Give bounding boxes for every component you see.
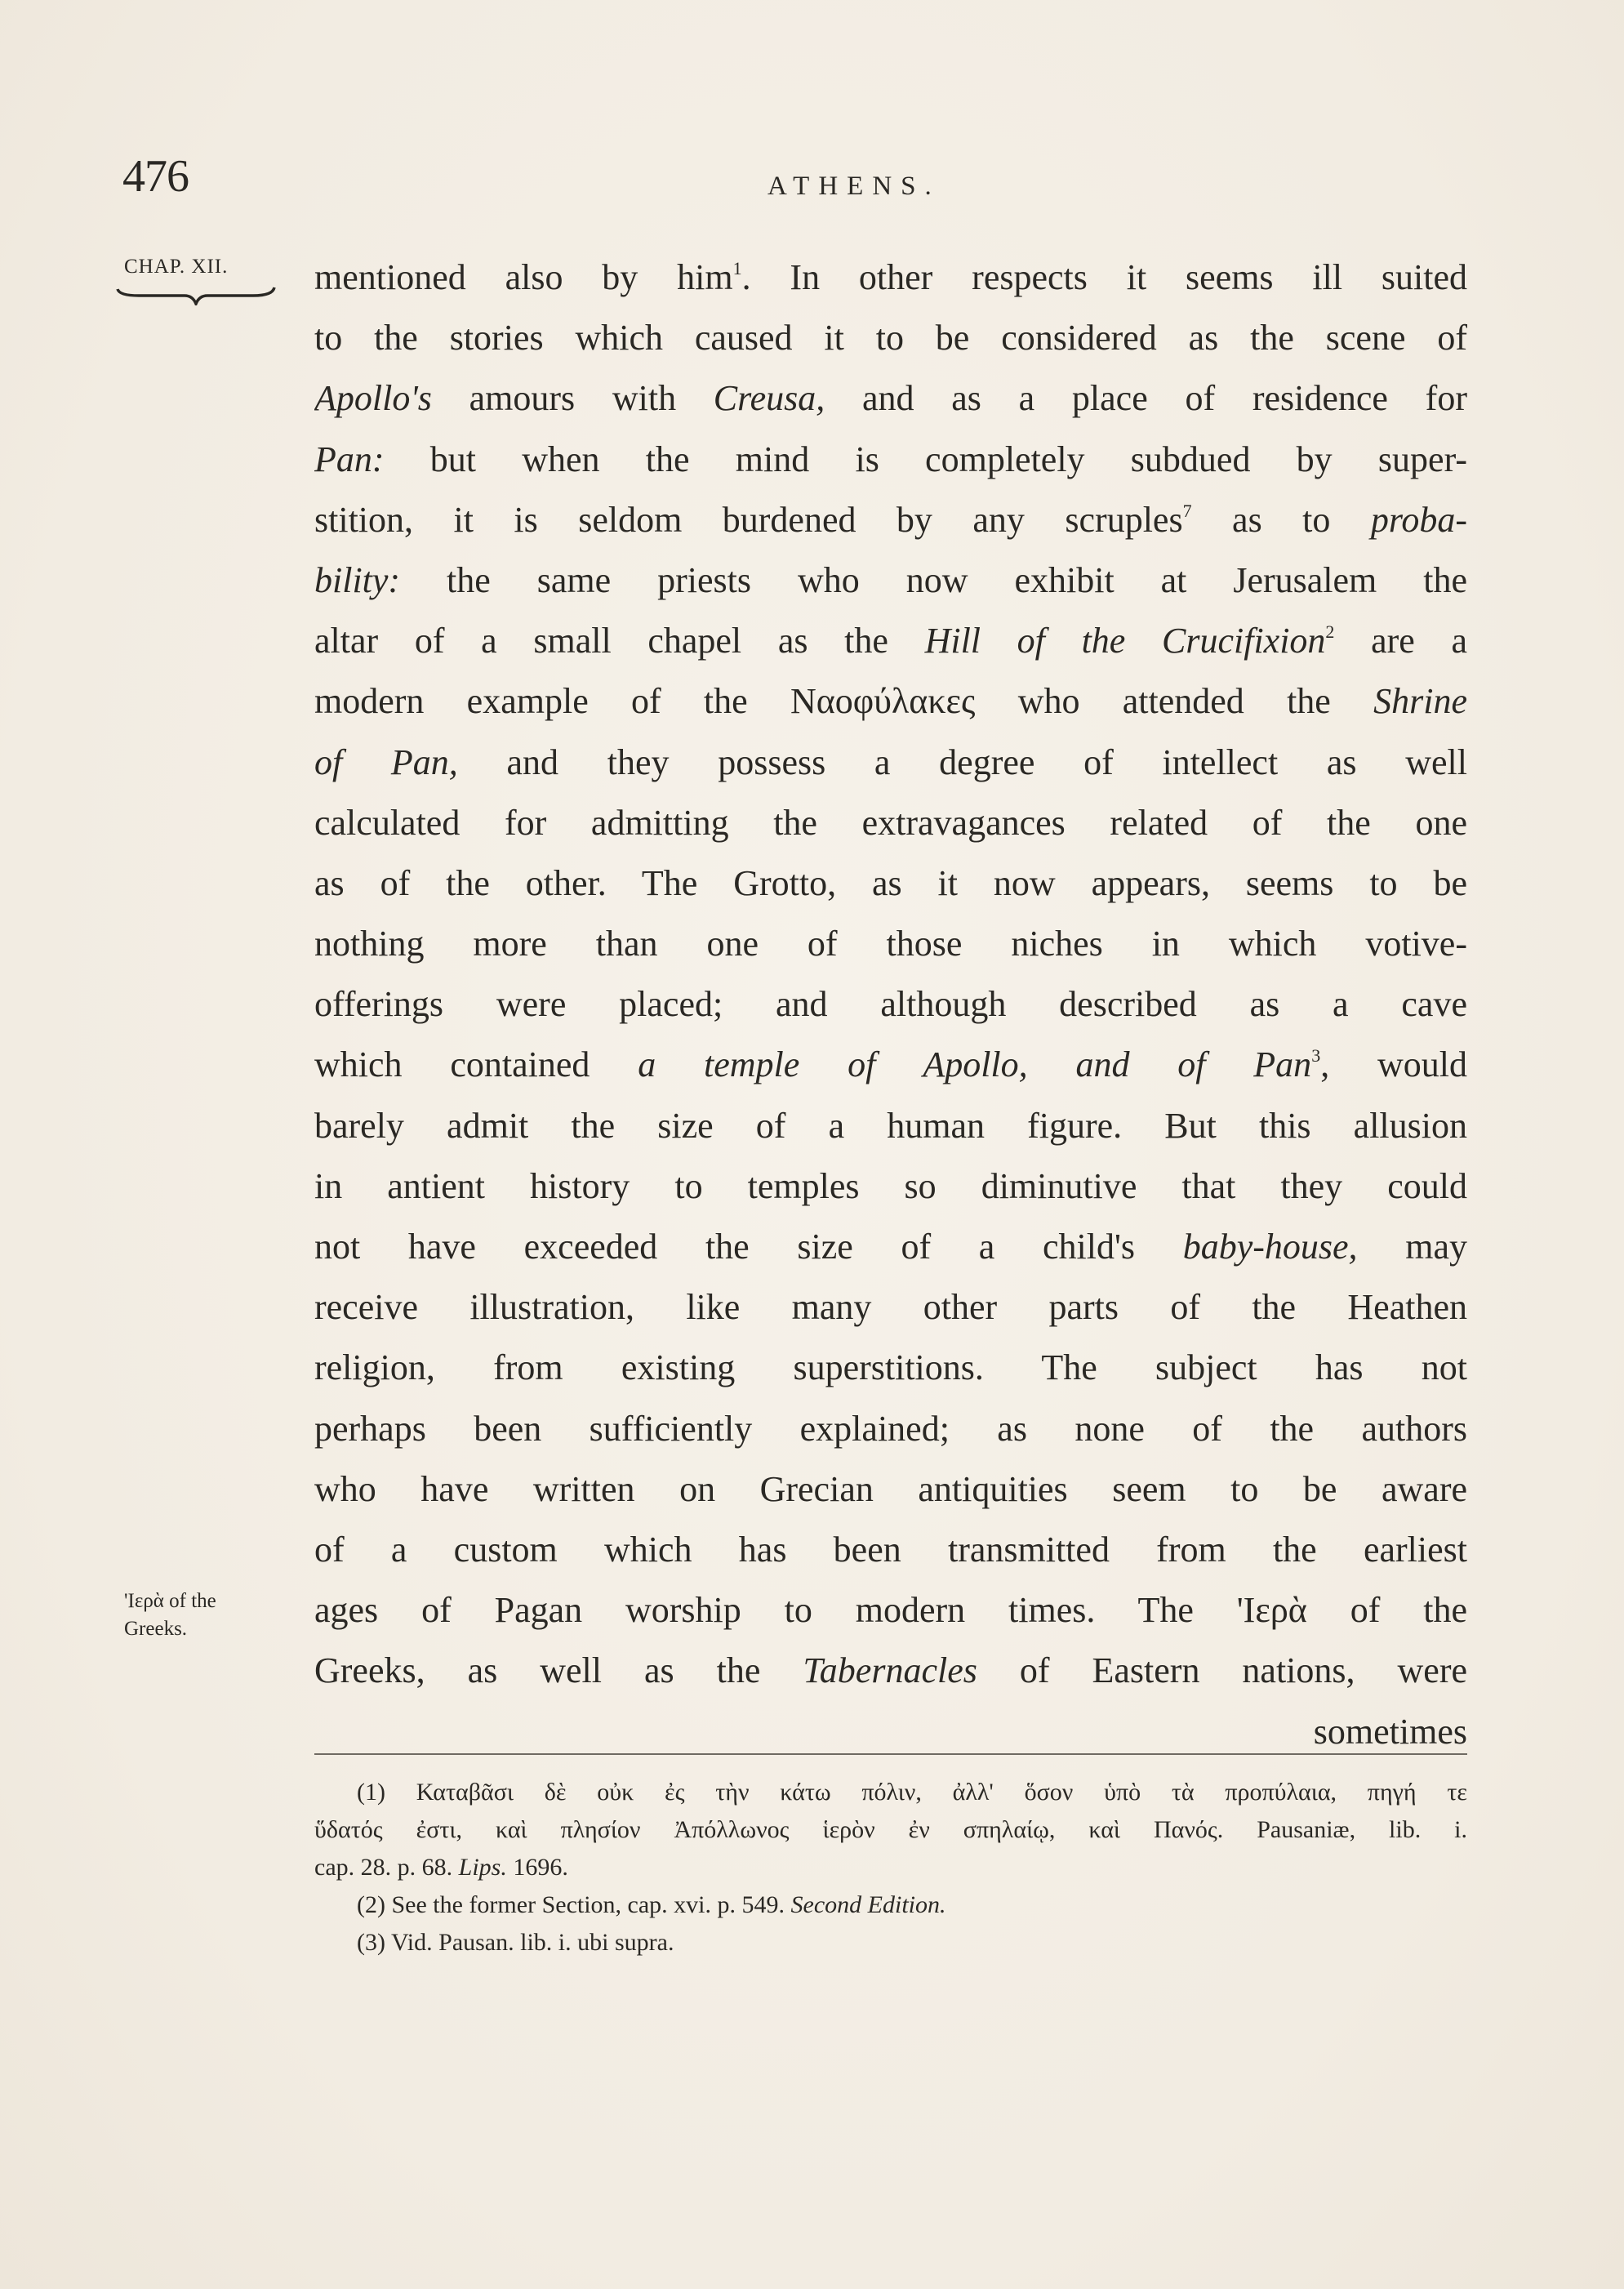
text-line: receive illustration, like many other parts of the Heathen <box>314 1287 1467 1328</box>
text-run: altar of a small chapel as the <box>314 621 925 661</box>
text-line: calculated for admitting the extravagances related of the one <box>314 802 1467 843</box>
text-run: as to <box>1191 499 1371 540</box>
text-run: amours with <box>431 378 714 419</box>
text-run: Greeks, as well as the <box>314 1650 803 1691</box>
italic-run: proba- <box>1370 499 1467 540</box>
text-line: offerings were placed; and although described as a cave <box>314 984 1467 1025</box>
side-note-line: 'Ιερὰ of the <box>124 1590 216 1612</box>
text-run: . In other respects it seems ill suited <box>741 257 1467 297</box>
text-run: 1696. <box>506 1854 568 1881</box>
italic-run: Apollo's <box>314 378 432 419</box>
text-line <box>314 368 1467 429</box>
text-line: religion, from existing superstitions. The subject has not <box>314 1347 1467 1388</box>
catchword: sometimes <box>1313 1711 1467 1752</box>
text-line: of a custom which has been transmitted from the earliest <box>314 1529 1467 1570</box>
text-line: perhaps been sufficiently explained; as none of the authors <box>314 1408 1467 1449</box>
footnote-ref: 3 <box>1311 1045 1321 1067</box>
text-line <box>314 550 1467 611</box>
text-run: are a <box>1334 621 1467 661</box>
text-run: mentioned also by him <box>314 257 733 297</box>
text-run: the same priests who now exhibit at Jerusalem the <box>400 559 1467 600</box>
text-line <box>314 490 1467 550</box>
text-line: barely admit the size of a human figure. But this allusion <box>314 1105 1467 1146</box>
italic-run: Pan: <box>314 439 385 479</box>
footnote-line: (3) Vid. Pausan. lib. i. ubi supra. <box>357 1929 674 1956</box>
page-number: 476 <box>122 151 189 202</box>
text-run: may <box>1357 1227 1467 1267</box>
italic-run: Shrine <box>1373 681 1467 722</box>
text-run: and they possess a degree of intellect as well <box>457 741 1467 782</box>
text-line <box>314 430 1467 490</box>
footnotes <box>314 1774 1467 1962</box>
running-head: ATHENS. <box>768 171 941 201</box>
text-line <box>314 247 1467 308</box>
text-run: not have exceeded the size of a child's <box>314 1227 1183 1267</box>
text-line <box>314 1641 1467 1701</box>
italic-run: bility: <box>314 559 401 600</box>
body-text <box>314 247 1467 1762</box>
side-note-line: Greeks. <box>124 1618 188 1640</box>
italic-run: Creusa, <box>713 378 825 419</box>
footnote-line <box>314 1886 1467 1924</box>
italic-run: Tabernacles <box>803 1650 977 1691</box>
text-line: to the stories which caused it to be considered as the scene of <box>314 318 1467 358</box>
italic-run: baby-house, <box>1182 1227 1358 1267</box>
footnote-line <box>314 1849 1467 1886</box>
text-run: modern example of the Ναοφύλακες who attended the <box>314 681 1374 722</box>
text-run: (2) See the former Section, cap. xvi. p. 549. <box>357 1891 791 1918</box>
italic-run: a temple of Apollo, and of Pan <box>638 1044 1312 1085</box>
text-line <box>314 1035 1467 1095</box>
text-line <box>314 671 1467 732</box>
text-run: but when the mind is completely subdued by super- <box>384 439 1467 479</box>
text-line: who have written on Grecian antiquities seem to be aware <box>314 1468 1467 1509</box>
chapter-brace-icon <box>114 283 278 305</box>
italic-run: Lips. <box>458 1854 507 1881</box>
text-line: nothing more than one of those niches in which votive- <box>314 924 1467 964</box>
text-line: in antient history to temples so diminutive that they could <box>314 1165 1467 1206</box>
footnote-line: ὕδατός ἐστι, καὶ πλησίον Ἀπόλλωνος ἱερὸν ἐν σπηλαίῳ, καὶ Πανός. Pausaniæ, lib. i. <box>314 1816 1467 1843</box>
footnote-ref: 7 <box>1182 500 1192 521</box>
side-note <box>124 1588 216 1643</box>
footnote-line: (1) Καταβᾶσι δὲ οὐκ ἐς τὴν κάτω πόλιν, ἀλλ' ὅσον ὑπὸ τὰ προπύλαια, πηγή τε <box>357 1779 1467 1806</box>
text-run: and as a place of residence for <box>825 378 1467 419</box>
italic-run: of Pan, <box>314 741 458 782</box>
text-run: which contained <box>314 1044 638 1085</box>
text-line <box>314 1217 1467 1277</box>
text-line <box>314 733 1467 793</box>
footnote-ref: 1 <box>732 258 742 278</box>
text-line: ages of Pagan worship to modern times. The 'Ιερὰ of the <box>314 1590 1467 1631</box>
italic-run: Hill of the Crucifixion <box>924 621 1326 661</box>
text-run: stition, it is seldom burdened by any scruples <box>314 499 1183 540</box>
footnote-rule <box>314 1753 1467 1755</box>
text-run: cap. 28. p. 68. <box>314 1854 459 1881</box>
chapter-label: CHAP. XII. <box>124 256 229 278</box>
footnote-ref: 2 <box>1325 621 1335 643</box>
text-line <box>314 611 1467 671</box>
text-run: of Eastern nations, were <box>977 1650 1467 1691</box>
italic-run: Second Edition. <box>790 1891 946 1918</box>
text-run: , would <box>1320 1044 1467 1085</box>
text-line: as of the other. The Grotto, as it now appears, seems to be <box>314 862 1467 903</box>
